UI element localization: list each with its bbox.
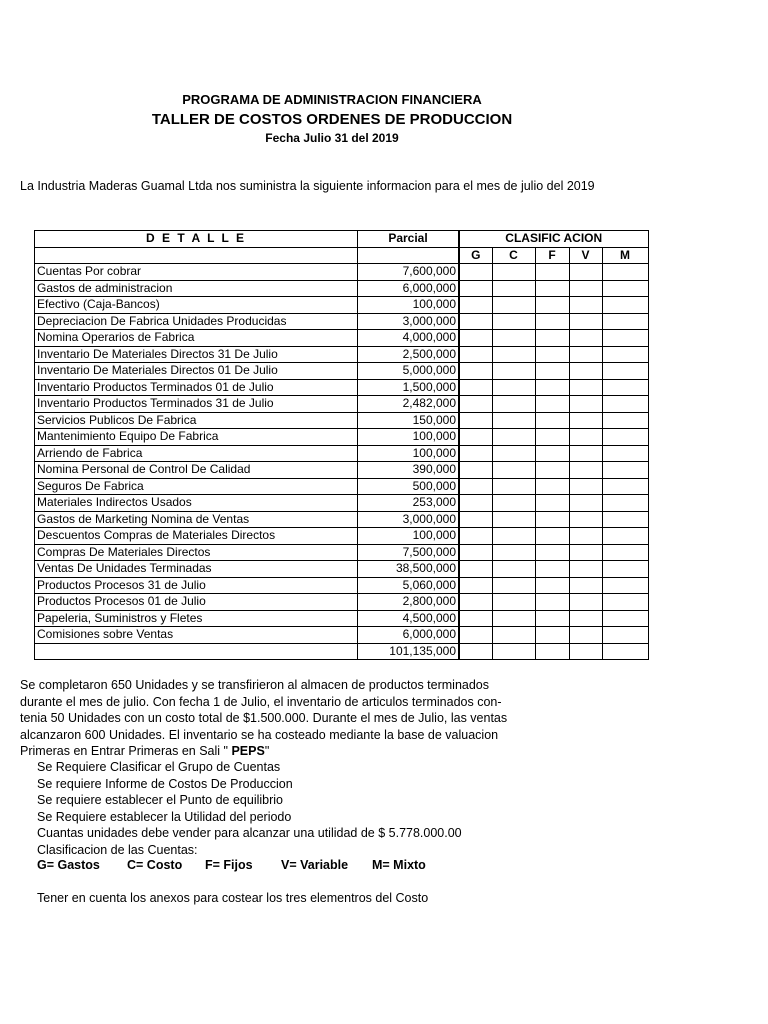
row-v-cell	[569, 264, 602, 281]
table-row	[35, 280, 649, 297]
row-m-cell	[602, 462, 648, 479]
table-row	[35, 528, 649, 545]
row-m-cell	[602, 330, 648, 347]
row-v-cell	[569, 445, 602, 462]
subheader-parcial	[358, 247, 460, 264]
row-m-cell	[602, 627, 648, 644]
row-parcial: 38,500,000	[358, 561, 460, 578]
peps-term: PEPS	[231, 744, 265, 758]
row-v-cell	[569, 495, 602, 512]
row-m-cell	[602, 346, 648, 363]
row-parcial: 100,000	[358, 297, 460, 314]
table-row	[35, 445, 649, 462]
statement-line: durante el mes de julio. Con fecha 1 de Julio, el inventario de articulos terminados con-	[20, 694, 502, 709]
row-parcial: 2,800,000	[358, 594, 460, 611]
row-m-cell	[602, 280, 648, 297]
table-row	[35, 264, 649, 281]
row-c-cell	[492, 297, 535, 314]
requirement-item: Se requiere establecer el Punto de equilibrio	[37, 793, 283, 807]
row-f-cell	[535, 363, 569, 380]
table-row	[35, 511, 649, 528]
table-row	[35, 478, 649, 495]
subheader-detalle	[35, 247, 358, 264]
row-f-cell	[535, 396, 569, 413]
table-row	[35, 429, 649, 446]
row-f-cell	[535, 429, 569, 446]
row-g-cell	[459, 462, 492, 479]
row-f-cell	[535, 495, 569, 512]
row-c-cell	[492, 561, 535, 578]
header-clasificacion: CLASIFIC ACION	[459, 231, 648, 248]
row-f-cell	[535, 528, 569, 545]
row-v-cell	[569, 379, 602, 396]
row-parcial: 5,000,000	[358, 363, 460, 380]
row-g-cell	[459, 511, 492, 528]
header-detalle: D E T A L L E	[35, 231, 358, 248]
row-g-cell	[459, 264, 492, 281]
row-detalle: Efectivo (Caja-Bancos)	[35, 297, 358, 314]
row-m-cell	[602, 478, 648, 495]
subheader-g: G	[459, 247, 492, 264]
row-detalle: Compras De Materiales Directos	[35, 544, 358, 561]
row-detalle: Materiales Indirectos Usados	[35, 495, 358, 512]
row-c-cell	[492, 495, 535, 512]
table-row	[35, 462, 649, 479]
workshop-title: TALLER DE COSTOS ORDENES DE PRODUCCION	[151, 111, 513, 128]
row-f-cell	[535, 264, 569, 281]
total-f	[535, 643, 569, 660]
subheader-c: C	[492, 247, 535, 264]
row-parcial: 100,000	[358, 445, 460, 462]
row-g-cell	[459, 412, 492, 429]
requirement-item: Se Requiere establecer la Utilidad del periodo	[37, 809, 292, 824]
row-parcial: 150,000	[358, 412, 460, 429]
row-g-cell	[459, 280, 492, 297]
row-m-cell	[602, 363, 648, 380]
row-detalle: Inventario Productos Terminados 31 de Julio	[35, 396, 358, 413]
row-parcial: 2,500,000	[358, 346, 460, 363]
row-parcial: 1,500,000	[358, 379, 460, 396]
row-v-cell	[569, 577, 602, 594]
row-v-cell	[569, 280, 602, 297]
classification-legend	[37, 858, 426, 872]
legend-f: F= Fijos	[205, 858, 253, 872]
row-g-cell	[459, 544, 492, 561]
total-label	[35, 643, 358, 660]
row-detalle: Productos Procesos 01 de Julio	[35, 594, 358, 611]
row-v-cell	[569, 429, 602, 446]
row-g-cell	[459, 594, 492, 611]
row-c-cell	[492, 396, 535, 413]
subheader-f: F	[535, 247, 569, 264]
row-c-cell	[492, 412, 535, 429]
total-v	[569, 643, 602, 660]
row-c-cell	[492, 478, 535, 495]
row-m-cell	[602, 313, 648, 330]
row-v-cell	[569, 478, 602, 495]
row-c-cell	[492, 280, 535, 297]
row-parcial: 253,000	[358, 495, 460, 512]
subheader-v: V	[569, 247, 602, 264]
header-parcial: Parcial	[358, 231, 460, 248]
row-m-cell	[602, 412, 648, 429]
table-subheader-row	[35, 247, 649, 264]
row-v-cell	[569, 561, 602, 578]
statement-line: Se completaron 650 Unidades y se transfirieron al almacen de productos terminados	[20, 678, 490, 692]
row-detalle: Gastos de Marketing Nomina de Ventas	[35, 511, 358, 528]
row-f-cell	[535, 478, 569, 495]
row-parcial: 4,000,000	[358, 330, 460, 347]
row-parcial: 100,000	[358, 429, 460, 446]
row-v-cell	[569, 297, 602, 314]
row-g-cell	[459, 445, 492, 462]
row-parcial: 6,000,000	[358, 627, 460, 644]
row-g-cell	[459, 297, 492, 314]
row-c-cell	[492, 462, 535, 479]
row-f-cell	[535, 412, 569, 429]
row-c-cell	[492, 330, 535, 347]
row-m-cell	[602, 264, 648, 281]
table-row	[35, 346, 649, 363]
row-f-cell	[535, 462, 569, 479]
table-total-row	[35, 643, 649, 660]
row-m-cell	[602, 561, 648, 578]
row-c-cell	[492, 429, 535, 446]
row-m-cell	[602, 297, 648, 314]
requirements-list	[37, 759, 462, 858]
row-detalle: Nomina Personal de Control De Calidad	[35, 462, 358, 479]
row-m-cell	[602, 445, 648, 462]
row-v-cell	[569, 528, 602, 545]
footnote: Tener en cuenta los anexos para costear los tres elementros del Costo	[37, 891, 429, 905]
table-row	[35, 495, 649, 512]
row-g-cell	[459, 346, 492, 363]
legend-v: V= Variable	[281, 858, 349, 872]
row-parcial: 2,482,000	[358, 396, 460, 413]
row-detalle: Descuentos Compras de Materiales Directos	[35, 528, 358, 545]
requirement-item: Se requiere Informe de Costos De Produccion	[37, 776, 293, 791]
row-detalle: Inventario De Materiales Directos 01 De Julio	[35, 363, 358, 380]
row-parcial: 3,000,000	[358, 511, 460, 528]
row-c-cell	[492, 627, 535, 644]
statement-prefix: Primeras en Entrar Primeras en Sali "	[20, 744, 232, 758]
row-parcial: 3,000,000	[358, 313, 460, 330]
legend-c: C= Costo	[127, 858, 183, 872]
row-v-cell	[569, 412, 602, 429]
row-detalle: Papeleria, Suministros y Fletes	[35, 610, 358, 627]
row-parcial: 4,500,000	[358, 610, 460, 627]
row-f-cell	[535, 577, 569, 594]
table-header-row	[35, 231, 649, 248]
date-line: Fecha Julio 31 del 2019	[265, 131, 399, 145]
row-g-cell	[459, 495, 492, 512]
table-row	[35, 594, 649, 611]
row-v-cell	[569, 627, 602, 644]
row-parcial: 500,000	[358, 478, 460, 495]
total-g	[459, 643, 492, 660]
row-parcial: 390,000	[358, 462, 460, 479]
table-body	[35, 264, 649, 644]
row-f-cell	[535, 627, 569, 644]
problem-statement	[20, 677, 507, 760]
row-c-cell	[492, 363, 535, 380]
statement-line: alcanzaron 600 Unidades. El inventario se ha costeado mediante la base de valuacion	[20, 727, 499, 742]
row-detalle: Mantenimiento Equipo De Fabrica	[35, 429, 358, 446]
row-m-cell	[602, 528, 648, 545]
row-m-cell	[602, 610, 648, 627]
row-detalle: Nomina Operarios de Fabrica	[35, 330, 358, 347]
row-detalle: Arriendo de Fabrica	[35, 445, 358, 462]
program-title: PROGRAMA DE ADMINISTRACION FINANCIERA	[182, 92, 482, 107]
row-parcial: 100,000	[358, 528, 460, 545]
row-f-cell	[535, 561, 569, 578]
row-m-cell	[602, 511, 648, 528]
row-detalle: Inventario De Materiales Directos 31 De Julio	[35, 346, 358, 363]
row-f-cell	[535, 330, 569, 347]
total-value: 101,135,000	[358, 643, 460, 660]
row-v-cell	[569, 363, 602, 380]
row-v-cell	[569, 396, 602, 413]
row-g-cell	[459, 313, 492, 330]
table-row	[35, 313, 649, 330]
row-f-cell	[535, 544, 569, 561]
row-c-cell	[492, 379, 535, 396]
row-v-cell	[569, 346, 602, 363]
row-g-cell	[459, 363, 492, 380]
row-g-cell	[459, 396, 492, 413]
table-row	[35, 544, 649, 561]
row-c-cell	[492, 577, 535, 594]
row-parcial: 7,600,000	[358, 264, 460, 281]
row-c-cell	[492, 544, 535, 561]
row-c-cell	[492, 528, 535, 545]
row-parcial: 6,000,000	[358, 280, 460, 297]
table-row	[35, 561, 649, 578]
row-f-cell	[535, 313, 569, 330]
total-m	[602, 643, 648, 660]
row-c-cell	[492, 511, 535, 528]
row-g-cell	[459, 379, 492, 396]
row-f-cell	[535, 445, 569, 462]
row-g-cell	[459, 330, 492, 347]
row-parcial: 7,500,000	[358, 544, 460, 561]
table-row	[35, 396, 649, 413]
row-g-cell	[459, 478, 492, 495]
row-g-cell	[459, 577, 492, 594]
row-detalle: Gastos de administracion	[35, 280, 358, 297]
row-f-cell	[535, 511, 569, 528]
row-m-cell	[602, 594, 648, 611]
requirement-item: Cuantas unidades debe vender para alcanzar una utilidad de $ 5.778.000.00	[37, 826, 462, 840]
legend-m: M= Mixto	[372, 858, 426, 872]
row-detalle: Inventario Productos Terminados 01 de Julio	[35, 379, 358, 396]
row-v-cell	[569, 594, 602, 611]
row-c-cell	[492, 610, 535, 627]
row-f-cell	[535, 379, 569, 396]
row-detalle: Productos Procesos 31 de Julio	[35, 577, 358, 594]
table-row	[35, 379, 649, 396]
row-g-cell	[459, 610, 492, 627]
table-row	[35, 330, 649, 347]
row-detalle: Cuentas Por cobrar	[35, 264, 358, 281]
table-row	[35, 412, 649, 429]
statement-suffix: "	[264, 744, 270, 758]
total-c	[492, 643, 535, 660]
statement-line: tenia 50 Unidades con un costo total de $1.500.000. Durante el mes de Julio, las ventas	[20, 711, 508, 725]
table-row	[35, 577, 649, 594]
row-f-cell	[535, 280, 569, 297]
row-m-cell	[602, 379, 648, 396]
row-v-cell	[569, 610, 602, 627]
table-row	[35, 363, 649, 380]
row-parcial: 5,060,000	[358, 577, 460, 594]
intro-text: La Industria Maderas Guamal Ltda nos suministra la siguiente informacion para el mes de julio del 2019	[20, 179, 595, 193]
row-f-cell	[535, 346, 569, 363]
row-f-cell	[535, 610, 569, 627]
row-detalle: Depreciacion De Fabrica Unidades Producidas	[35, 313, 358, 330]
row-detalle: Ventas De Unidades Terminadas	[35, 561, 358, 578]
row-v-cell	[569, 313, 602, 330]
row-m-cell	[602, 495, 648, 512]
requirement-item: Se Requiere Clasificar el Grupo de Cuentas	[37, 760, 281, 774]
row-v-cell	[569, 544, 602, 561]
table-row	[35, 627, 649, 644]
subheader-m: M	[602, 247, 648, 264]
row-f-cell	[535, 594, 569, 611]
legend-g: G= Gastos	[37, 858, 100, 872]
row-detalle: Seguros De Fabrica	[35, 478, 358, 495]
row-v-cell	[569, 511, 602, 528]
row-m-cell	[602, 544, 648, 561]
row-detalle: Comisiones sobre Ventas	[35, 627, 358, 644]
row-m-cell	[602, 577, 648, 594]
row-detalle: Servicios Publicos De Fabrica	[35, 412, 358, 429]
row-g-cell	[459, 528, 492, 545]
row-g-cell	[459, 561, 492, 578]
row-c-cell	[492, 264, 535, 281]
table-row	[35, 297, 649, 314]
row-v-cell	[569, 330, 602, 347]
row-c-cell	[492, 445, 535, 462]
row-g-cell	[459, 627, 492, 644]
row-f-cell	[535, 297, 569, 314]
row-g-cell	[459, 429, 492, 446]
statement-line-last	[20, 743, 507, 760]
row-c-cell	[492, 313, 535, 330]
row-m-cell	[602, 429, 648, 446]
row-m-cell	[602, 396, 648, 413]
requirement-item: Clasificacion de las Cuentas:	[37, 842, 198, 857]
table-row	[35, 610, 649, 627]
row-v-cell	[569, 462, 602, 479]
row-c-cell	[492, 346, 535, 363]
accounts-table	[34, 230, 649, 660]
row-c-cell	[492, 594, 535, 611]
